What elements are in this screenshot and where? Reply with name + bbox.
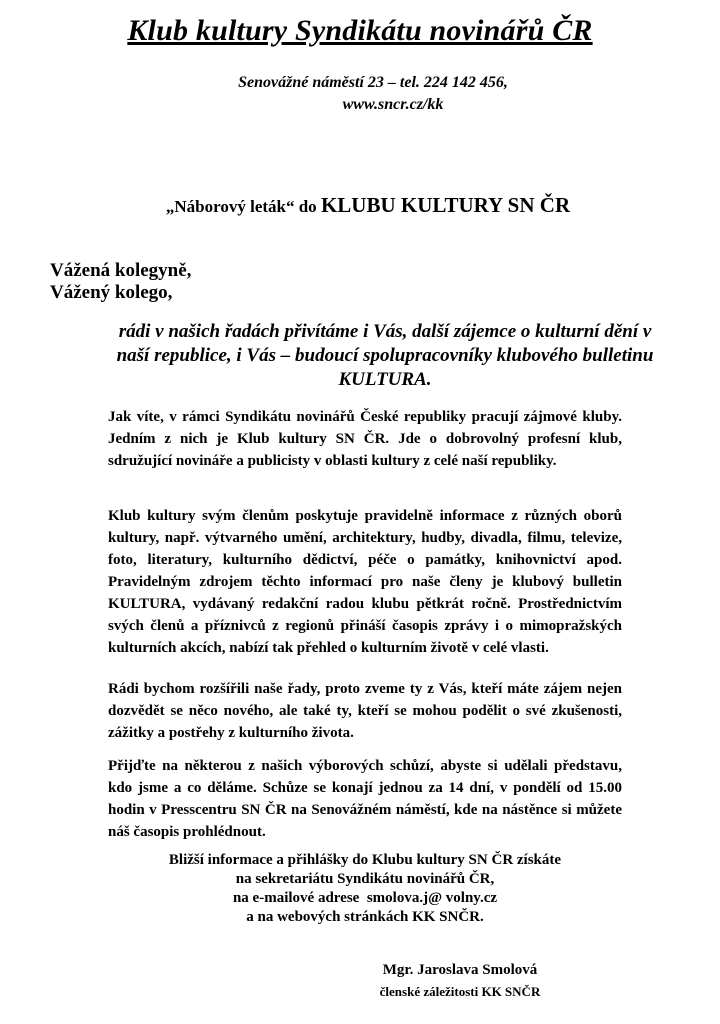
flyer-heading — [0, 193, 720, 218]
paragraph-meetings: Přijďte na některou z našich výborových schůzí, abyste si udělali představu, kdo jsme a co děláme. Schůze se konají jednou za 14 dní, v pondělí od 15.00 hodin v Presscentru SN ČR na Senovážném náměstí, kde na nástěnce si můžete náš časopis prohlédnout. — [108, 758, 622, 840]
website-line: www.sncr.cz/kk — [342, 96, 444, 113]
contact-line: Bližší informace a přihlášky do Klubu kultury SN ČR získáte — [168, 852, 562, 868]
paragraph-services: Klub kultury svým členům poskytuje pravidelně informace z různých oborů kultury, např. výtvarného umění, architektury, hudby, divadla, filmu, televize, foto, literatury, kulturního dědictví, péče o památky, knihovnictví apod. Pravidelným zdrojem těchto informací pro naše členy je klubový bulletin KULTURA, vydávaný redakční radou klubu pětkrát ročně. Prostřednictvím svých členů a příznivců z regionů přináší časopis zprávy i o mimopražských kulturních akcích, nabízí tak přehled o kulturním životě v celé vlasti. — [108, 508, 622, 656]
contact-info — [108, 851, 622, 927]
heading-emphasis: KLUBU KULTURY SN ČR — [320, 193, 571, 217]
heading-prefix: „Náborový leták“ do — [165, 197, 321, 216]
intro-text: rádi v našich řadách přivítáme i Vás, další zájemce o kulturní dění v naší republice, i Vás – budoucí spolupracovníky klubového bulletinu KULTURA. — [116, 321, 654, 390]
salutation-female: Vážená kolegyně, — [50, 260, 192, 281]
address-line: Senovážné náměstí 23 – tel. 224 142 456, — [238, 74, 508, 91]
signature-role: členské záležitosti KK SNČR — [379, 984, 541, 999]
contact-line: na sekretariátu Syndikátu novinářů ČR, — [235, 871, 495, 887]
contact-email-line: na e-mailové adrese smolova.j@ volny.cz — [232, 890, 498, 906]
contact-web-line: a na webových stránkách KK SNČR. — [246, 909, 484, 925]
salutation-male: Vážený kolego, — [50, 282, 173, 303]
paragraph-invitation: Rádi bychom rozšířili naše řady, proto zveme ty z Vás, kteří máte zájem nejen dozvědět se něco nového, ale také ty, kteří se mohou podělit o své zkušenosti, zážitky a postřehy z kulturního života. — [108, 681, 622, 741]
paragraph-clubs: Jak víte, v rámci Syndikátu novinářů České republiky pracují zájmové kluby. Jedním z nich je Klub kultury SN ČR. Jde o dobrovolný profesní klub, sdružující novináře a publicisty v oblasti kultury z celé naší republiky. — [108, 409, 622, 469]
signature-name: Mgr. Jaroslava Smolová — [382, 962, 538, 978]
club-title: Klub kultury Syndikátu novinářů ČR — [127, 14, 593, 47]
